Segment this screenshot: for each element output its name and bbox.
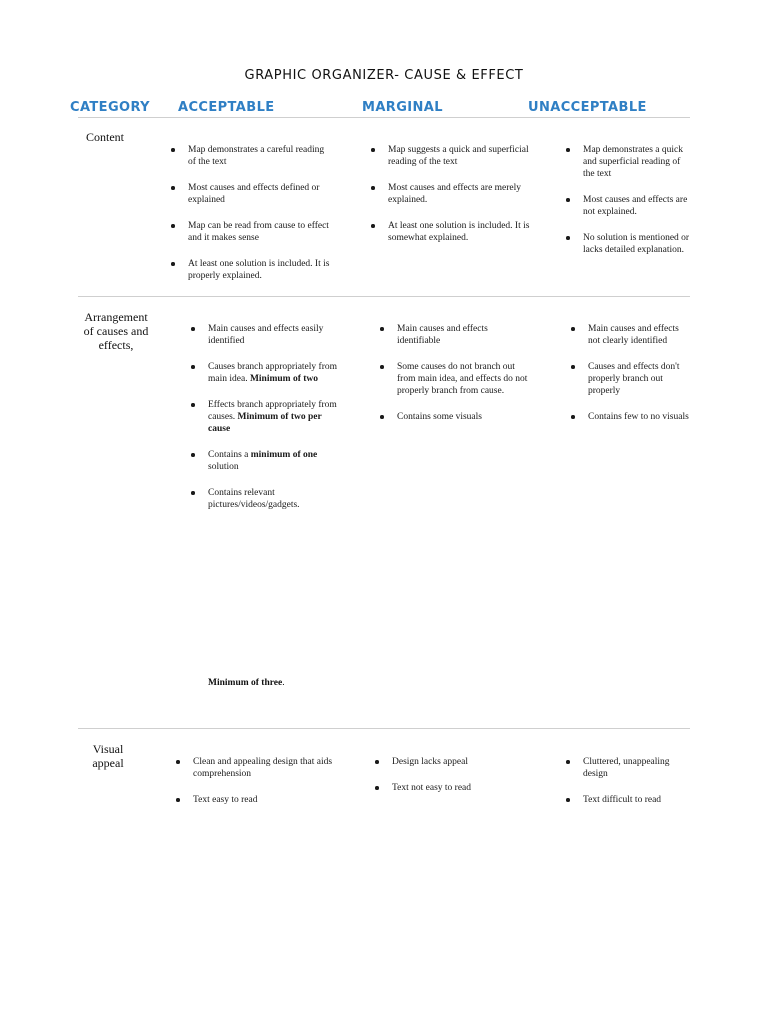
criteria-item: At least one solution is included. It is properly explained. <box>171 258 333 282</box>
visual-marginal-list <box>375 756 525 808</box>
row-divider <box>78 296 690 297</box>
criteria-item: Map demonstrates a careful reading of the text <box>171 144 333 168</box>
criteria-item: Map demonstrates a quick and superficial reading of the text <box>566 144 694 180</box>
criteria-item: Main causes and effects identifiable <box>380 323 532 347</box>
criteria-item: Contains relevant pictures/videos/gadgets. <box>191 487 341 511</box>
criteria-item: Most causes and effects defined or explained <box>171 182 333 206</box>
criteria-item: Main causes and effects easily identified <box>191 323 341 347</box>
criteria-item: At least one solution is included. It is somewhat explained. <box>371 220 533 244</box>
header-divider <box>78 117 690 118</box>
criteria-item: Text difficult to read <box>566 794 686 806</box>
visual-acceptable-list <box>176 756 346 820</box>
criteria-item: No solution is mentioned or lacks detailed explanation. <box>566 232 694 256</box>
arrangement-unacceptable-list <box>571 323 689 437</box>
header-marginal: MARGINAL <box>362 100 443 115</box>
criteria-item: Map can be read from cause to effect and it makes sense <box>171 220 333 244</box>
arrangement-note: Minimum of three. <box>208 678 285 688</box>
arrangement-marginal-list <box>380 323 532 437</box>
criteria-item: Causes and effects don't properly branch out properly <box>571 361 689 397</box>
criteria-item: Most causes and effects are not explained. <box>566 194 694 218</box>
visual-unacceptable-list <box>566 756 686 820</box>
content-acceptable-list <box>171 144 333 296</box>
criteria-item: Main causes and effects not clearly identified <box>571 323 689 347</box>
category-visual-appeal: Visual appeal <box>92 742 124 770</box>
criteria-item: Effects branch appropriately from causes. Minimum of two per cause <box>191 399 341 435</box>
criteria-item: Cluttered, unappealing design <box>566 756 686 780</box>
criteria-item: Contains a minimum of one solution <box>191 449 341 473</box>
criteria-item: Causes branch appropriately from main idea. Minimum of two <box>191 361 341 385</box>
header-acceptable: ACCEPTABLE <box>178 100 275 115</box>
arrangement-acceptable-list <box>191 323 341 525</box>
criteria-item: Text not easy to read <box>375 782 525 794</box>
criteria-item: Contains some visuals <box>380 411 532 423</box>
header-unacceptable: UNACCEPTABLE <box>528 100 647 115</box>
criteria-item: Text easy to read <box>176 794 346 806</box>
criteria-item: Contains few to no visuals <box>571 411 689 423</box>
page-title: GRAPHIC ORGANIZER- CAUSE & EFFECT <box>244 68 524 83</box>
content-unacceptable-list <box>566 144 694 270</box>
criteria-item: Map suggests a quick and superficial reading of the text <box>371 144 533 168</box>
category-content: Content <box>86 130 124 144</box>
content-marginal-list <box>371 144 533 258</box>
criteria-item: Clean and appealing design that aids comprehension <box>176 756 346 780</box>
criteria-item: Some causes do not branch out from main idea, and effects do not properly branch from cause. <box>380 361 532 397</box>
category-arrangement: Arrangement of causes and effects, <box>83 310 149 352</box>
header-category: CATEGORY <box>70 100 150 115</box>
row-divider <box>78 728 690 729</box>
criteria-item: Design lacks appeal <box>375 756 525 768</box>
criteria-item: Most causes and effects are merely explained. <box>371 182 533 206</box>
